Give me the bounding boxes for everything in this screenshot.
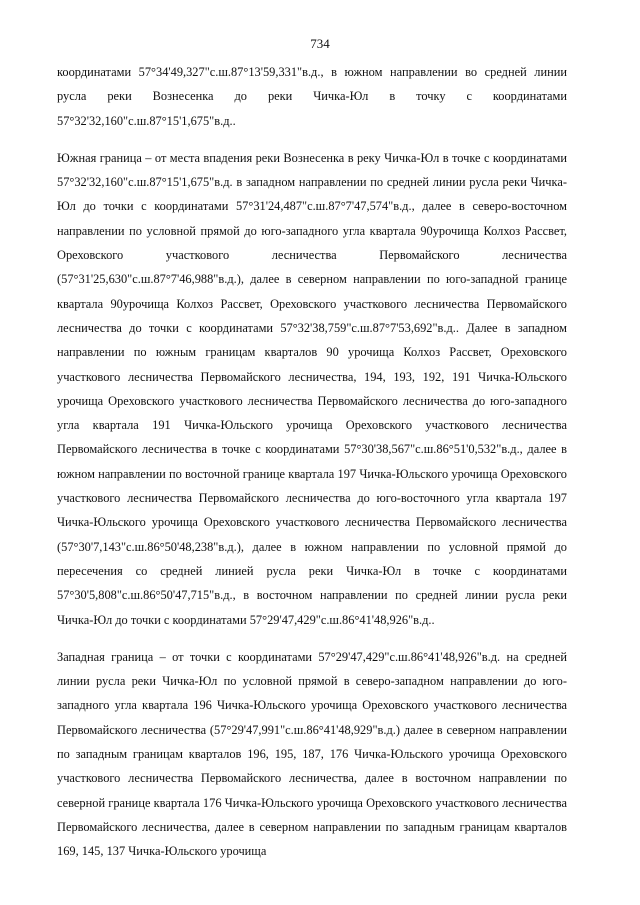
- document-body: [57, 60, 567, 864]
- paragraph-western-boundary: Западная граница – от точки с координатами 57°29'47,429"с.ш.86°41'48,926"в.д. на средней линии русла реки Чичка-Юл по условной прямой в северо-западном направлении до юго-западного угла квартала 196 Чичка-Юльского урочища Ореховского участкового лесничества Первомайского лесничества (57°29'47,991"с.ш.86°41'48,929"в.д.) далее в северном направлении по западным границам кварталов 196, 195, 187, 176 Чичка-Юльского урочища Ореховского участкового лесничества Первомайского лесничества, далее в восточном направлении по северной границе квартала 176 Чичка-Юльского урочища Ореховского участкового лесничества Первомайского лесничества, далее в северном направлении по западным границам кварталов 169, 145, 137 Чичка-Юльского урочища: [57, 649, 567, 859]
- page-number: 734: [310, 36, 330, 51]
- paragraph-continuation: координатами 57°34'49,327"с.ш.87°13'59,331"в.д., в южном направлении во средней линии русла реки Вознесенка до реки Чичка-Юл в точку с координатами 57°32'32,160"с.ш.87°15'1,675"в.д..: [57, 65, 567, 128]
- paragraph-southern-boundary: Южная граница – от места впадения реки Вознесенка в реку Чичка-Юл в точке с координатами 57°32'32,160"с.ш.87°15'1,675"в.д. в западном направлении по средней линии русла реки Чичка-Юл до точки с координатами 57°31'24,487"с.ш.87°7'47,574"в.д., далее в северо-восточном направлении по условной прямой до юго-западного угла квартала 90урочища Колхоз Рассвет, Ореховского участкового лесничества Первомайского лесничества (57°31'25,630"с.ш.87°7'46,988"в.д.), далее в северном направлении по юго-западной границе квартала 90урочища Колхоз Рассвет, Ореховского участкового лесничества Первомайского лесничества до точки с координатами 57°32'38,759"с.ш.87°7'53,692"в.д.. Далее в западном направлении по южным границам кварталов 90 урочища Колхоз Рассвет, Ореховского участкового лесничества Первомайского лесничества, 194, 193, 192, 191 Чичка-Юльского урочища Ореховского участкового лесничества Первомайского лесничества до юго-западного угла квартала 191 Чичка-Юльского урочища Ореховского участкового лесничества Первомайского лесничества в точке с координатами 57°30'38,567"с.ш.86°51'0,532"в.д., далее в южном направлении по восточной границе квартала 197 Чичка-Юльского урочища Ореховского участкового лесничества Первомайского лесничества до юго-восточного угла квартала 197 Чичка-Юльского урочища Ореховского участкового лесничества Первомайского лесничества (57°30'7,143"с.ш.86°50'48,238"в.д.), далее в южном направлении по условной прямой до пересечения со средней линией русла реки Чичка-Юл в точке с координатами 57°30'5,808"с.ш.86°50'47,715"в.д., в восточном направлении по средней линии русла реки Чичка-Юл до точки с координатами 57°29'47,429"с.ш.86°41'48,926"в.д..: [57, 150, 567, 627]
